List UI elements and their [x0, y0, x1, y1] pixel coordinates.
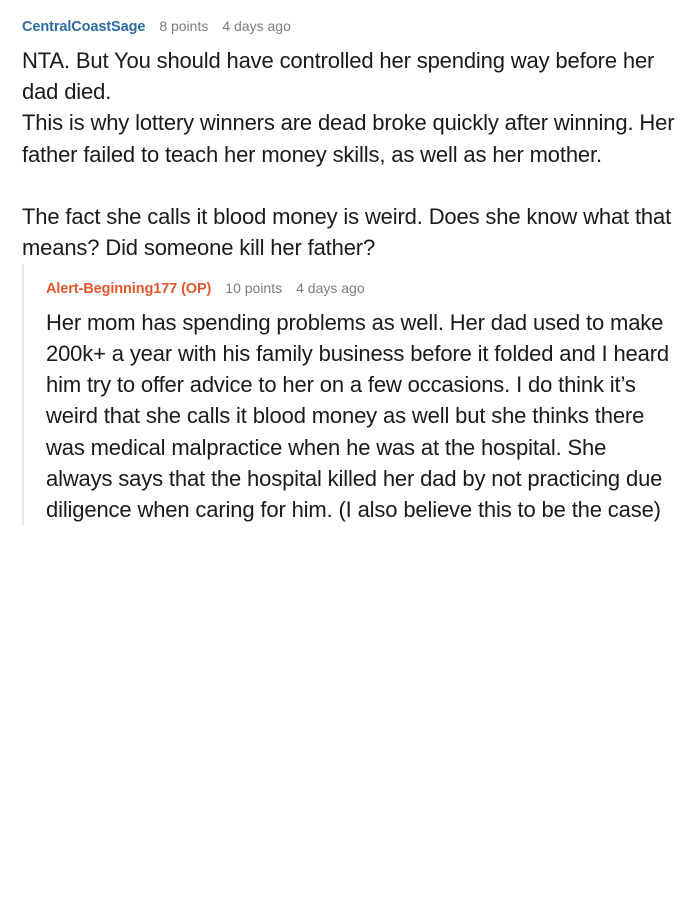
comment-meta	[22, 18, 678, 35]
comment-meta	[46, 280, 678, 297]
comment-timestamp: 4 days ago	[222, 18, 291, 34]
comment-body	[46, 307, 678, 526]
comment-timestamp: 4 days ago	[296, 279, 365, 296]
comment-top-level	[0, 0, 700, 264]
comment-body	[22, 45, 678, 264]
comment-score: 8 points	[159, 18, 209, 34]
comment-paragraph: Her mom has spending problems as well. Her dad used to make 200k+ a year with his family business before it folded and I heard him try to offer advice to her on a few occasions. I do think it’s weird that she calls it blood money as well but she thinks there was medical malpractice when he was at the hospital. She always says that the hospital killed her dad by not practicing due diligence when caring for him. (I also believe this to be the case)	[46, 309, 669, 523]
comment-author[interactable]: Alert-Beginning177 (OP)	[46, 280, 212, 297]
comment-score: 10 points	[225, 279, 283, 296]
comment-paragraph: NTA. But You should have controlled her spending way before her dad died.	[22, 48, 655, 105]
comment-paragraph: This is why lottery winners are dead broke quickly after winning. Her father failed to teach her money skills, as well as her mother.	[22, 110, 675, 167]
comment-author[interactable]: CentralCoastSage	[22, 19, 146, 35]
comment-reply	[22, 264, 700, 526]
comment-paragraph: The fact she calls it blood money is weird. Does she know what that means? Did someone kill her father?	[22, 204, 672, 261]
